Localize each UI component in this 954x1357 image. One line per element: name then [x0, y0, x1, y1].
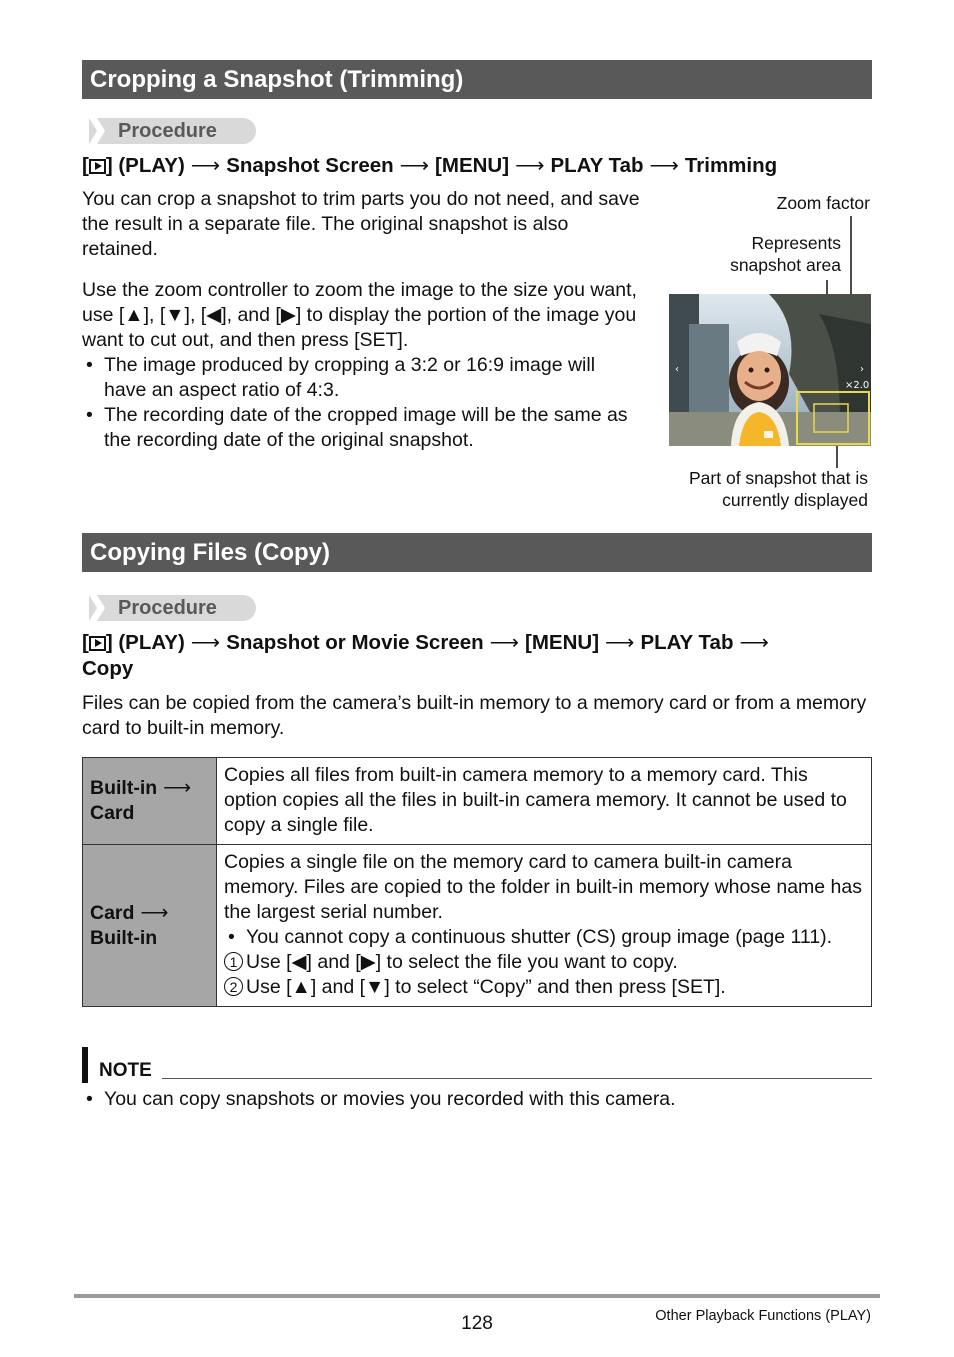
path-step: PLAY Tab — [550, 154, 644, 177]
section-title-trimming — [82, 60, 872, 99]
path-step: PLAY Tab — [640, 631, 734, 654]
option-label-text: Card — [90, 901, 135, 924]
procedure-text: Procedure — [118, 120, 217, 142]
path-step: [MENU] — [435, 154, 510, 177]
procedure-text: Procedure — [118, 597, 217, 619]
option-label-text: Card — [90, 802, 135, 824]
procedure-chevron-icon — [83, 595, 107, 621]
caption-line: currently displayed — [722, 490, 868, 510]
path-bracket-open: [ — [82, 154, 89, 177]
section-title-trimming-text: Cropping a Snapshot (Trimming) — [90, 66, 464, 93]
arrow-icon: ⟶ — [190, 154, 221, 177]
table-row — [83, 758, 872, 845]
note-label: NOTE — [99, 1060, 152, 1081]
arrow-icon: ⟶ — [515, 154, 545, 177]
path-step: Trimming — [684, 154, 778, 177]
step-item — [224, 950, 864, 975]
option-label-text: Built-in — [90, 926, 158, 949]
snapshot-screen-image — [669, 294, 871, 446]
caption-line: snapshot area — [730, 255, 841, 275]
arrow-icon: ⟶ — [190, 631, 221, 654]
path-step: [MENU] — [525, 631, 600, 654]
arrow-icon: ⟶ — [605, 631, 635, 654]
option-label-builtin-to-card — [83, 758, 217, 845]
path-bracket-open: [ — [82, 631, 89, 654]
menu-path-copy — [82, 630, 872, 682]
caption-displayed — [689, 467, 868, 511]
procedure-label-copy — [83, 595, 256, 621]
option-description-text: Copies a single file on the memory card to camera built-in camera memory. Files are copied to the folder in built-in memory whose name has the largest serial number. — [224, 851, 862, 923]
trimming-paragraph-2 — [82, 278, 642, 453]
note-marker — [82, 1047, 88, 1083]
step-number: 2 — [224, 977, 243, 996]
procedure-chevron-icon — [83, 118, 107, 144]
caption-zoom-factor: Zoom factor — [776, 193, 870, 213]
note-rule — [162, 1078, 872, 1079]
arrow-icon: ⟶ — [399, 154, 430, 177]
arrow-icon: ⟶ — [489, 631, 520, 654]
step-item — [224, 975, 864, 1000]
procedure-label-trimming — [83, 118, 256, 144]
page-number: 128 — [461, 1313, 493, 1334]
note-bullet: • You can copy snapshots or movies you recorded with this camera. — [82, 1087, 894, 1112]
footer-rule — [74, 1294, 880, 1298]
option-label-text: Built-in — [90, 777, 158, 799]
path-step: Snapshot Screen — [226, 154, 394, 177]
bullet-item: • You cannot copy a continuous shutter (CS) group image (page 111). — [224, 925, 864, 950]
arrow-icon: ⟶ — [649, 154, 679, 177]
section-title-copy — [82, 533, 872, 572]
path-play-label: ] (PLAY) — [105, 631, 185, 654]
option-description: Copies all files from built-in camera memory to a memory card. This option copies all the files in built-in camera memory. It cannot be used to copy a single file. — [217, 758, 872, 845]
path-step: Copy — [82, 657, 134, 680]
section-title-copy-text: Copying Files (Copy) — [90, 539, 330, 566]
copy-options-table — [82, 757, 872, 1007]
right-arrow-icon: › — [860, 364, 864, 375]
play-icon — [89, 636, 106, 651]
zoom-readout: ×2.0 — [845, 380, 870, 391]
option-label-card-to-builtin — [83, 845, 217, 1007]
menu-path-trimming — [82, 153, 777, 179]
table-row — [83, 845, 872, 1007]
trimming-instructions: Use the zoom controller to zoom the image to the size you want, use [▲], [▼], [◀], and [▶] to display the portion of the image you want to cut out, and then press [SET]. — [82, 279, 637, 351]
arrow-icon: ⟶ — [140, 901, 169, 924]
chapter-title: Other Playback Functions (PLAY) — [655, 1308, 871, 1324]
step-number: 1 — [224, 952, 243, 971]
bullet-item: • The recording date of the cropped image will be the same as the recording date of the original snapshot. — [82, 403, 642, 453]
copy-intro: Files can be copied from the camera’s built-in memory to a memory card or from a memory card to built-in memory. — [82, 692, 867, 739]
caption-line: Part of snapshot that is — [689, 468, 868, 488]
path-step: Snapshot or Movie Screen — [226, 631, 484, 654]
caption-line: Represents — [751, 233, 841, 253]
trimming-paragraph-1: You can crop a snapshot to trim parts you do not need, and save the result in a separate file. The original snapshot is also retained. — [82, 188, 640, 260]
arrow-icon: ⟶ — [739, 631, 769, 654]
arrow-icon: ⟶ — [163, 777, 192, 799]
option-description — [217, 845, 872, 1007]
left-arrow-icon: ‹ — [675, 364, 679, 375]
play-icon — [89, 159, 106, 174]
step-text: Use [▲] and [▼] to select “Copy” and then press [SET]. — [246, 976, 726, 998]
step-text: Use [◀] and [▶] to select the file you want to copy. — [246, 951, 678, 973]
down-indicator-icon — [764, 431, 773, 438]
path-play-label: ] (PLAY) — [105, 154, 185, 177]
bullet-item: • The image produced by cropping a 3:2 or 16:9 image will have an aspect ratio of 4:3. — [82, 353, 642, 403]
